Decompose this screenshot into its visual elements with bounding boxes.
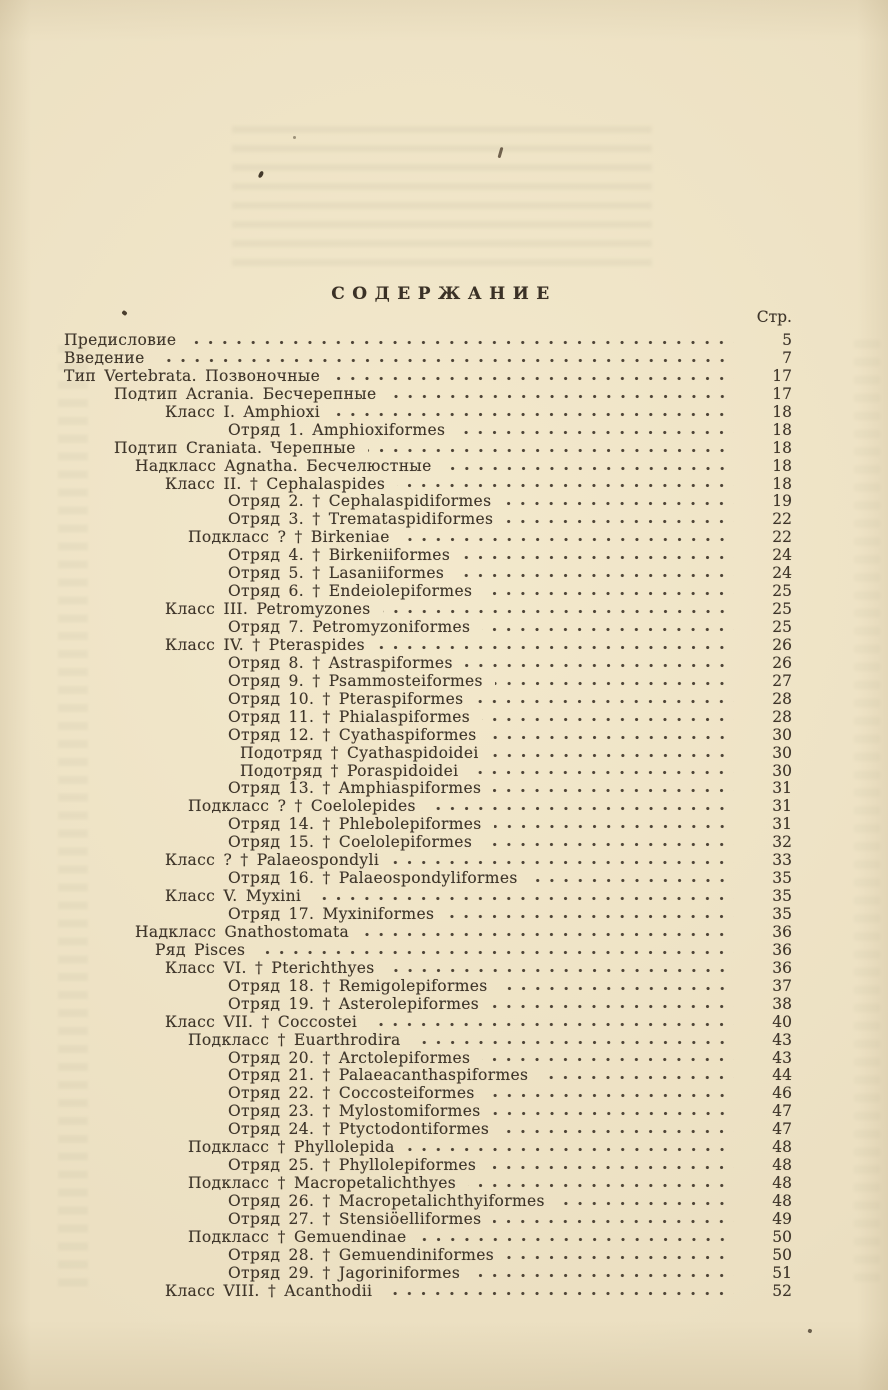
- toc-entry-label: Отряд 25. † Phyllolepiformes: [228, 1156, 477, 1175]
- dot-leader: [493, 1111, 734, 1116]
- toc-entry-label: Отряд 21. † Palaeacanthaspiformes: [228, 1066, 529, 1085]
- toc-entry: [64, 457, 798, 475]
- toc-entry-label: Введение: [64, 348, 145, 367]
- dot-leader: [482, 717, 734, 722]
- dot-leader: [491, 1004, 734, 1009]
- toc-entry-label: Класс IV. † Pteraspides: [165, 635, 365, 654]
- dot-leader: [446, 914, 734, 919]
- toc-entry-label: Подкласс ? † Birkeniae: [188, 528, 390, 547]
- dot-leader: [391, 860, 734, 865]
- toc-entry-label: Отряд 20. † Arctolepiformes: [228, 1048, 471, 1067]
- toc-entry-page: 30: [772, 761, 792, 780]
- toc-entry: [64, 582, 798, 600]
- toc-entry: [64, 331, 798, 349]
- toc-entry-label: Отряд 8. † Astraspiformes: [228, 653, 453, 672]
- ink-speck: [293, 136, 296, 139]
- toc-entry-label: Отряд 4. † Birkeniiformes: [228, 546, 451, 565]
- ink-speck: [121, 310, 127, 316]
- toc-entry-label: Отряд 1. Amphioxiformes: [228, 420, 446, 439]
- ink-speck: [808, 1328, 813, 1333]
- toc-entry-label: Класс ? † Palaeospondyli: [165, 851, 380, 870]
- toc-entry-page: 25: [772, 600, 792, 619]
- dot-leader: [387, 968, 734, 973]
- toc-entry-label: Класс V. Myxini: [165, 887, 302, 906]
- toc-entry-page: 26: [772, 653, 792, 672]
- toc-entry-label: Отряд 26. † Macropetalichthyiformes: [228, 1192, 545, 1210]
- dot-leader: [428, 806, 734, 811]
- toc-entry-label: Тип Vertebrata. Позвоночные: [64, 366, 321, 385]
- toc-entry-page: 47: [772, 1120, 792, 1139]
- dot-leader: [494, 824, 734, 829]
- toc-entry: [64, 439, 798, 457]
- toc-entry-page: 25: [772, 582, 792, 601]
- toc-entry-page: 50: [772, 1245, 792, 1264]
- toc-entry-page: 44: [772, 1066, 792, 1085]
- toc-entry-label: Отряд 23. † Mylostomiformes: [228, 1102, 481, 1121]
- toc-entry-page: 48: [772, 1156, 792, 1175]
- toc-entry-label: Класс VI. † Pterichthyes: [165, 958, 375, 977]
- toc-entry: [64, 510, 798, 528]
- toc-entry: [64, 923, 798, 941]
- toc-entry-page: 28: [772, 689, 792, 708]
- toc-entry-label: Отряд 11. † Phialaspiformes: [228, 707, 471, 726]
- toc-entry: [64, 1282, 798, 1300]
- toc-entry-page: 25: [772, 618, 792, 636]
- dot-leader: [465, 663, 734, 668]
- toc-entry-label: Предисловие: [64, 331, 177, 349]
- toc-entry-page: 28: [772, 707, 792, 726]
- toc-entry-page: 31: [772, 815, 792, 834]
- dot-leader: [500, 986, 734, 991]
- toc-entry-label: Отряд 6. † Endeiolepiformes: [228, 582, 473, 601]
- toc-entry-page: 46: [772, 1084, 792, 1103]
- toc-entry-page: 35: [772, 869, 792, 888]
- toc-entry: [64, 672, 798, 690]
- toc-entry: [64, 779, 798, 797]
- toc-entry-page: 19: [772, 492, 792, 511]
- dot-leader: [487, 1093, 734, 1098]
- toc-entry: [64, 1192, 798, 1210]
- toc-entry: [64, 636, 798, 654]
- toc-entry-page: 43: [772, 1030, 792, 1049]
- toc-entry: [64, 528, 798, 546]
- toc-entry-label: Отряд 28. † Gemuendiniformes: [228, 1245, 495, 1264]
- toc-entry-page: 35: [772, 887, 792, 906]
- toc-entry: [64, 744, 798, 762]
- toc-entry-label: Отряд 24. † Ptyctodontiformes: [228, 1120, 490, 1139]
- dot-leader: [484, 591, 734, 596]
- toc-entry: [64, 1013, 798, 1031]
- toc-entry: [64, 690, 798, 708]
- dot-leader: [419, 1237, 735, 1242]
- dot-leader: [557, 1201, 734, 1206]
- toc-entry-page: 27: [772, 671, 792, 690]
- toc-entry-page: 31: [772, 797, 792, 816]
- toc-entry-page: 51: [772, 1263, 792, 1282]
- toc-entry: [64, 600, 798, 618]
- dot-leader: [369, 1022, 734, 1027]
- toc-entry: [64, 492, 798, 510]
- toc-entry-label: Отряд 14. † Phlebolepiformes: [228, 815, 482, 834]
- toc-entry-page: 48: [772, 1138, 792, 1157]
- toc-entry: [64, 475, 798, 493]
- toc-entry-label: Отряд 3. † Tremataspidiformes: [228, 510, 494, 529]
- toc-entry: [64, 1084, 798, 1102]
- toc-entry: [64, 815, 798, 833]
- toc-entry-page: 5: [782, 331, 792, 349]
- toc-entry: [64, 1156, 798, 1174]
- toc-entry-label: Отряд 7. Petromyzoniformes: [228, 618, 471, 636]
- toc-entry: [64, 1228, 798, 1246]
- toc-entry: [64, 367, 798, 385]
- toc-entry: [64, 1049, 798, 1067]
- toc-entry: [64, 546, 798, 564]
- toc-entry-label: Класс II. † Cephalaspides: [165, 474, 386, 493]
- dot-leader: [313, 896, 734, 901]
- toc-entry-page: 31: [772, 779, 792, 798]
- toc-entry-page: 18: [772, 402, 792, 421]
- dot-leader: [383, 609, 734, 614]
- dot-leader: [384, 1291, 734, 1296]
- ink-speck: [258, 170, 265, 178]
- toc-entry-page: 30: [772, 743, 792, 762]
- dot-leader: [188, 340, 734, 345]
- toc-entry: [64, 654, 798, 672]
- toc-entry: [64, 905, 798, 923]
- toc-entry-label: Подкласс † Phyllolepida: [188, 1138, 395, 1157]
- toc-entry: [64, 977, 798, 995]
- toc-entry-label: Подкласс † Macropetalichthyes: [188, 1174, 457, 1193]
- toc-entry-label: Подтип Craniata. Черепные: [114, 438, 356, 457]
- toc-entry-page: 36: [772, 940, 792, 959]
- bleed-through-ghost: [232, 126, 652, 271]
- toc-entry-page: 36: [772, 922, 792, 941]
- toc-entry-page: 36: [772, 958, 792, 977]
- toc-entry-label: Отряд 2. † Cephalaspidiformes: [228, 492, 492, 511]
- toc-entry-label: Надкласс Agnatha. Бесчелюстные: [135, 456, 432, 475]
- toc-entry-label: Подотряд † Poraspidoidei: [240, 761, 459, 780]
- toc-entry: [64, 959, 798, 977]
- dot-leader: [457, 430, 734, 435]
- toc-entry: [64, 1210, 798, 1228]
- toc-entry-label: Отряд 18. † Remigolepiformes: [228, 976, 488, 995]
- dot-leader: [332, 376, 734, 381]
- toc-entry-page: 50: [772, 1227, 792, 1246]
- toc-entry-page: 30: [772, 725, 792, 744]
- dot-leader: [493, 788, 734, 793]
- dot-leader: [368, 448, 734, 453]
- toc-entry-page: 17: [772, 384, 792, 403]
- dot-leader: [413, 1040, 734, 1045]
- toc-entry-label: Класс III. Petromyzones: [165, 600, 371, 619]
- dot-leader: [501, 1129, 734, 1134]
- toc-entry-label: Подтип Acrania. Бесчерепные: [114, 384, 377, 403]
- toc-entry-label: Отряд 5. † Lasaniiformes: [228, 564, 445, 583]
- dot-leader: [505, 519, 734, 524]
- toc-entry-label: Отряд 29. † Jagoriniformes: [228, 1263, 461, 1282]
- table-of-contents: [64, 331, 798, 1300]
- toc-entry-label: Отряд 16. † Palaeospondyliformes: [228, 869, 518, 888]
- toc-entry: [64, 564, 798, 582]
- toc-entry: [64, 797, 798, 815]
- toc-entry-label: Отряд 12. † Cyathaspiformes: [228, 725, 477, 744]
- page-title: СОДЕРЖАНИЕ: [331, 284, 557, 304]
- toc-entry-label: Отряд 17. Myxiniformes: [228, 905, 435, 923]
- toc-entry-page: 43: [772, 1048, 792, 1067]
- toc-entry: [64, 1246, 798, 1264]
- toc-entry-page: 49: [772, 1209, 792, 1228]
- toc-entry: [64, 1264, 798, 1282]
- toc-entry-page: 18: [772, 456, 792, 475]
- toc-entry-label: Отряд 15. † Coelolepiformes: [228, 833, 473, 852]
- dot-leader: [402, 537, 734, 542]
- toc-entry: [64, 618, 798, 636]
- dot-leader: [491, 753, 734, 758]
- dot-leader: [540, 1075, 734, 1080]
- dot-leader: [361, 932, 734, 937]
- toc-entry-label: Отряд 9. † Psammosteiformes: [228, 671, 483, 690]
- toc-entry: [64, 385, 798, 403]
- toc-entry-page: 47: [772, 1102, 792, 1121]
- toc-entry: [64, 1120, 798, 1138]
- dot-leader: [444, 466, 734, 471]
- toc-entry: [64, 833, 798, 851]
- toc-entry-page: 32: [772, 833, 792, 852]
- dot-leader: [157, 358, 734, 363]
- toc-entry-page: 18: [772, 438, 792, 457]
- dot-leader: [482, 1057, 734, 1062]
- toc-entry-page: 37: [772, 976, 792, 995]
- dot-leader: [257, 950, 734, 955]
- toc-entry: [64, 403, 798, 421]
- toc-entry-page: 35: [772, 905, 792, 923]
- toc-entry-label: Подкласс † Gemuendinae: [188, 1227, 407, 1246]
- toc-entry-page: 24: [772, 546, 792, 565]
- toc-entry-label: Класс I. Amphioxi: [165, 402, 321, 421]
- toc-entry-label: Отряд 22. † Coccosteiformes: [228, 1084, 475, 1103]
- dot-leader: [407, 1147, 734, 1152]
- toc-entry: [64, 1138, 798, 1156]
- toc-entry-label: Отряд 27. † Stensiöelliformes: [228, 1209, 482, 1228]
- page-number-column-header: Стр.: [756, 308, 792, 326]
- toc-entry: [64, 1102, 798, 1120]
- dot-leader: [503, 501, 734, 506]
- toc-entry-label: Подкласс ? † Coelolepides: [188, 797, 416, 816]
- dot-leader: [377, 645, 734, 650]
- toc-entry-label: Подотряд † Cyathaspidoidei: [240, 743, 479, 762]
- dot-leader: [468, 1183, 734, 1188]
- toc-entry-page: 22: [772, 528, 792, 547]
- toc-entry-page: 7: [782, 348, 792, 367]
- toc-entry-label: Отряд 19. † Asterolepiformes: [228, 994, 480, 1013]
- toc-entry: [64, 1174, 798, 1192]
- toc-entry-label: Отряд 10. † Pteraspiformes: [228, 689, 464, 708]
- toc-entry: [64, 421, 798, 439]
- toc-entry: [64, 941, 798, 959]
- toc-entry-page: 52: [772, 1281, 792, 1300]
- toc-entry: [64, 1031, 798, 1049]
- toc-entry-page: 18: [772, 474, 792, 493]
- toc-entry: [64, 708, 798, 726]
- ink-speck: [498, 147, 503, 158]
- dot-leader: [389, 394, 735, 399]
- toc-entry: [64, 869, 798, 887]
- toc-entry-page: 48: [772, 1192, 792, 1210]
- dot-leader: [493, 1219, 734, 1224]
- toc-entry: [64, 887, 798, 905]
- dot-leader: [495, 681, 734, 686]
- toc-entry: [64, 349, 798, 367]
- toc-entry-label: Отряд 13. † Amphiaspiformes: [228, 779, 482, 798]
- toc-entry: [64, 1066, 798, 1084]
- toc-entry-page: 17: [772, 366, 792, 385]
- dot-leader: [506, 1255, 734, 1260]
- toc-entry-page: 33: [772, 851, 792, 870]
- toc-entry: [64, 995, 798, 1013]
- dot-leader: [482, 627, 734, 632]
- dot-leader: [484, 842, 734, 847]
- toc-entry: [64, 851, 798, 869]
- toc-entry-page: 48: [772, 1174, 792, 1193]
- toc-entry-label: Подкласс † Euarthrodira: [188, 1030, 401, 1049]
- toc-entry: [64, 726, 798, 744]
- toc-entry-page: 22: [772, 510, 792, 529]
- toc-entry-page: 38: [772, 994, 792, 1013]
- dot-leader: [530, 878, 734, 883]
- toc-entry-page: 18: [772, 420, 792, 439]
- dot-leader: [456, 573, 734, 578]
- toc-entry: [64, 762, 798, 780]
- dot-leader: [488, 1165, 734, 1170]
- toc-entry-label: Класс VII. † Coccostei: [165, 1012, 358, 1031]
- toc-entry-label: Класс VIII. † Acanthodii: [165, 1281, 373, 1300]
- toc-entry-label: Надкласс Gnathostomata: [135, 922, 350, 941]
- toc-entry-label: Ряд Pisces: [155, 940, 246, 959]
- bleed-through-ghost: [854, 340, 880, 1290]
- dot-leader: [397, 483, 734, 488]
- dot-leader: [462, 555, 734, 560]
- dot-leader: [475, 699, 734, 704]
- toc-entry-page: 24: [772, 564, 792, 583]
- dot-leader: [332, 412, 734, 417]
- toc-entry-page: 26: [772, 635, 792, 654]
- dot-leader: [489, 735, 734, 740]
- dot-leader: [470, 770, 734, 775]
- toc-entry-page: 40: [772, 1012, 792, 1031]
- dot-leader: [472, 1273, 734, 1278]
